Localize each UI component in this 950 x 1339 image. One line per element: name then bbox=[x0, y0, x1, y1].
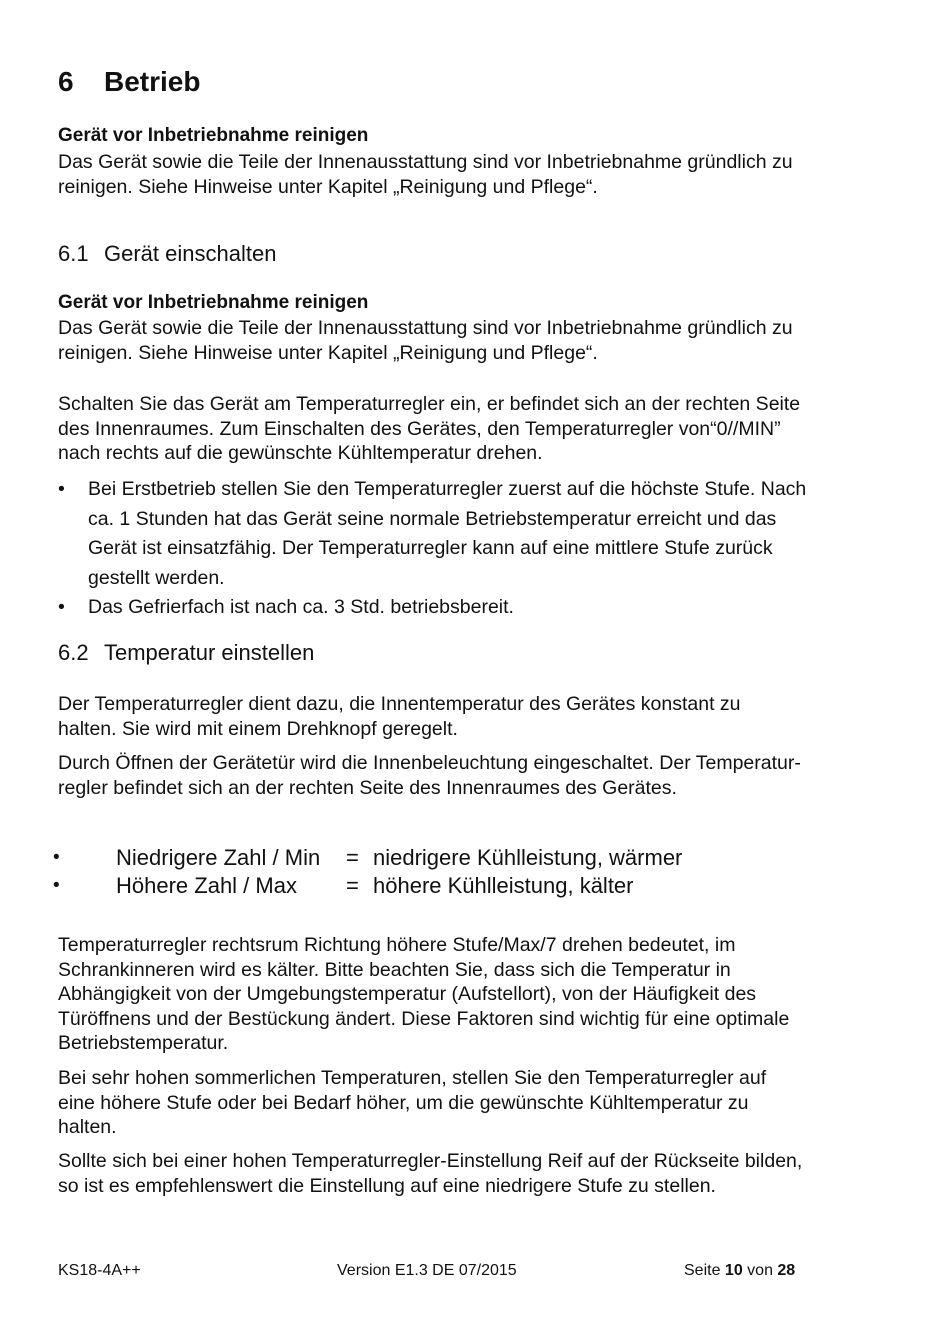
list-item bbox=[58, 593, 888, 623]
section-heading bbox=[58, 66, 200, 98]
bullet-icon: • bbox=[58, 596, 65, 618]
text-line: reinigen. Siehe Hinweise unter Kapitel „Reinigung und Pflege“. bbox=[58, 175, 598, 198]
text-line: Betriebstemperatur. bbox=[58, 1032, 229, 1054]
s61-switch-on-paragraph bbox=[58, 392, 878, 466]
section-title: Betrieb bbox=[104, 66, 201, 97]
comparison-equals: = bbox=[346, 873, 359, 898]
total-pages: 28 bbox=[777, 1262, 796, 1279]
text-line: reinigen. Siehe Hinweise unter Kapitel „Reinigung und Pflege“. bbox=[58, 341, 598, 364]
bullet-icon: • bbox=[58, 478, 65, 500]
intro-heading: Gerät vor Inbetriebnahme reinigen bbox=[58, 125, 369, 146]
text-line: Durch Öffnen der Gerätetür wird die Innenbeleuchtung eingeschaltet. Der Temperatur- bbox=[58, 752, 801, 774]
subsection-number: 6.2 bbox=[58, 640, 89, 665]
text-line: regler befindet sich an der rechten Seite des Innenraumes des Gerätes. bbox=[58, 776, 677, 799]
comparison-left: Niedrigere Zahl / Min bbox=[116, 845, 321, 870]
text-line: Temperaturregler rechtsrum Richtung höhere Stufe/Max/7 drehen bedeutet, im bbox=[58, 934, 736, 956]
comparison-row bbox=[50, 873, 750, 901]
section-number: 6 bbox=[58, 66, 74, 97]
text-line: Das Gefrierfach ist nach ca. 3 Std. betriebsbereit. bbox=[88, 596, 514, 618]
comparison-equals: = bbox=[346, 845, 359, 870]
page-mid: von bbox=[742, 1262, 778, 1279]
intro-paragraph bbox=[58, 150, 878, 199]
text-line: Bei Erstbetrieb stellen Sie den Temperaturregler zuerst auf die höchste Stufe. Nach bbox=[88, 478, 807, 500]
subsection-number: 6.1 bbox=[58, 241, 89, 266]
text-line: Schrankinneren wird es kälter. Bitte beachten Sie, dass sich die Temperatur in bbox=[58, 958, 731, 981]
comparison-right: höhere Kühlleistung, kälter bbox=[373, 873, 634, 898]
current-page: 10 bbox=[724, 1262, 743, 1279]
text-line: so ist es empfehlenswert die Einstellung auf eine niedrigere Stufe zu stellen. bbox=[58, 1174, 716, 1197]
text-line: des Innenraumes. Zum Einschalten des Gerätes, den Temperaturregler von“0//MIN” bbox=[58, 417, 781, 440]
text-line: ca. 1 Stunden hat das Gerät seine normale Betriebstemperatur erreicht und das bbox=[88, 507, 777, 530]
s62-paragraph-3 bbox=[58, 933, 878, 1056]
text-line: Gerät ist einsatzfähig. Der Temperaturregler kann auf eine mittlere Stufe zurück bbox=[88, 537, 773, 559]
subsection-title: Gerät einschalten bbox=[104, 241, 277, 266]
text-line: Abhängigkeit von der Umgebungstemperatur (Aufstellort), von der Häufigkeit des bbox=[58, 983, 757, 1005]
s61-heading: Gerät vor Inbetriebnahme reinigen bbox=[58, 292, 369, 313]
text-line: eine höhere Stufe oder bei Bedarf höher, um die gewünschte Kühltemperatur zu bbox=[58, 1091, 749, 1114]
s62-paragraph-4 bbox=[58, 1066, 878, 1140]
footer-version: Version E1.3 DE 07/2015 bbox=[337, 1262, 517, 1279]
text-line: Bei sehr hohen sommerlichen Temperaturen, stellen Sie den Temperaturregler auf bbox=[58, 1067, 767, 1089]
text-line: nach rechts auf die gewünschte Kühltemperatur drehen. bbox=[58, 442, 543, 464]
subsection-heading-6-1 bbox=[58, 241, 276, 267]
s61-clean-paragraph bbox=[58, 316, 878, 365]
comparison-left: Höhere Zahl / Max bbox=[116, 873, 297, 898]
s62-paragraph-2 bbox=[58, 751, 878, 800]
text-line: halten. bbox=[58, 1116, 117, 1138]
subsection-title: Temperatur einstellen bbox=[104, 640, 315, 665]
text-line: Sollte sich bei einer hohen Temperaturregler-Einstellung Reif auf der Rückseite bilden, bbox=[58, 1150, 803, 1172]
subsection-heading-6-2 bbox=[58, 640, 314, 666]
text-line: gestellt werden. bbox=[88, 566, 225, 589]
text-line: Schalten Sie das Gerät am Temperaturregler ein, er befindet sich an der rechten Seite bbox=[58, 393, 801, 415]
comparison-row bbox=[50, 845, 750, 873]
s62-paragraph-5 bbox=[58, 1149, 878, 1198]
comparison-right: niedrigere Kühlleistung, wärmer bbox=[373, 845, 683, 870]
footer-model: KS18-4A++ bbox=[58, 1262, 141, 1279]
bullet-icon: • bbox=[53, 847, 60, 868]
list-item bbox=[58, 475, 888, 595]
text-line: Türöffnens und der Bestückung ändert. Diese Faktoren sind wichtig für eine optimale bbox=[58, 1007, 790, 1030]
text-line: halten. Sie wird mit einem Drehknopf geregelt. bbox=[58, 717, 458, 740]
text-line: Der Temperaturregler dient dazu, die Innentemperatur des Gerätes konstant zu bbox=[58, 693, 741, 715]
page-prefix: Seite bbox=[684, 1262, 725, 1279]
text-line: Das Gerät sowie die Teile der Innenausstattung sind vor Inbetriebnahme gründlich zu bbox=[58, 317, 793, 339]
s62-paragraph-1 bbox=[58, 692, 878, 741]
bullet-icon: • bbox=[53, 875, 60, 896]
text-line: Das Gerät sowie die Teile der Innenausstattung sind vor Inbetriebnahme gründlich zu bbox=[58, 151, 793, 173]
footer-page-number bbox=[684, 1262, 795, 1280]
